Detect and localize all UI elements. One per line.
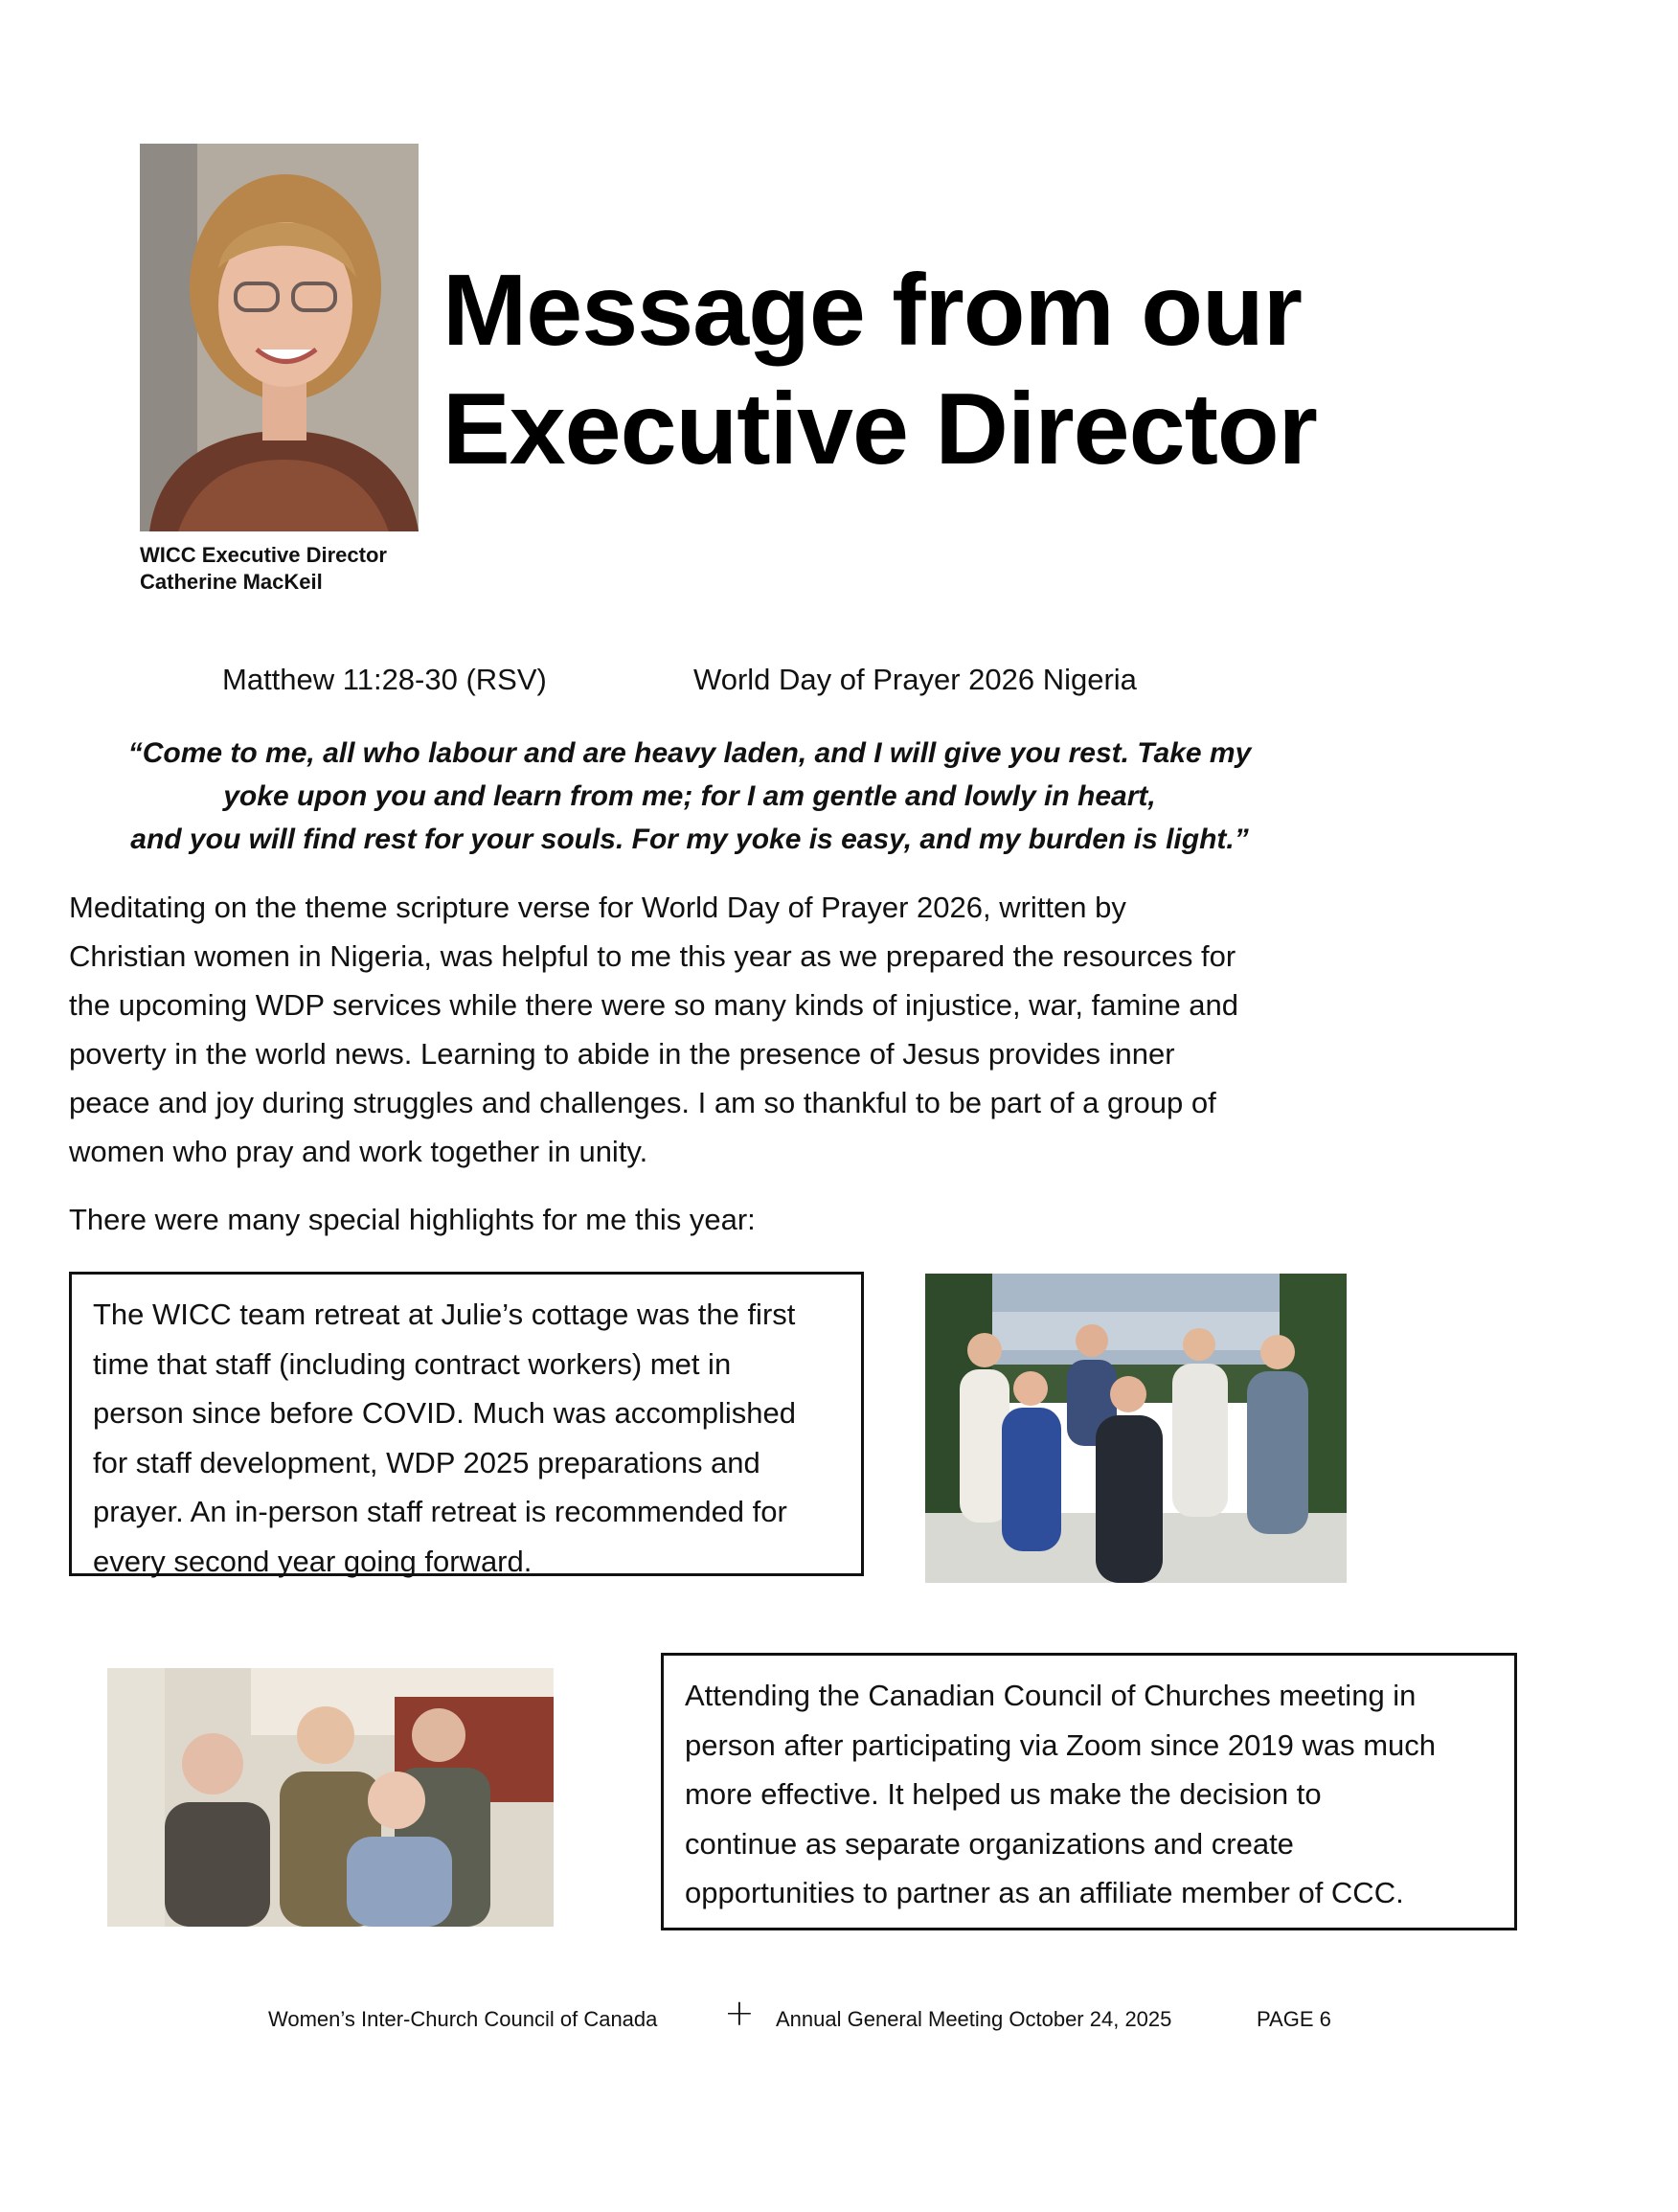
portrait-photo-icon bbox=[140, 144, 419, 531]
box-line: prayer. An in-person staff retreat is recommended for bbox=[93, 1495, 787, 1528]
footer-meeting: Annual General Meeting October 24, 2025 bbox=[776, 2007, 1172, 2031]
body-paragraph bbox=[69, 883, 1314, 1176]
highlights-intro: There were many special highlights for me this year: bbox=[69, 1203, 756, 1236]
box-line: opportunities to partner as an affiliate member of CCC. bbox=[685, 1876, 1404, 1909]
event-reference: World Day of Prayer 2026 Nigeria bbox=[693, 663, 1137, 696]
footer-page-number: PAGE 6 bbox=[1257, 2007, 1331, 2031]
photo-caption bbox=[140, 542, 387, 596]
cross-icon: + bbox=[724, 1992, 755, 2034]
body-line: peace and joy during struggles and challenges. I am so thankful to be part of a group of bbox=[69, 1086, 1216, 1119]
executive-director-photo bbox=[140, 144, 419, 531]
body-line: poverty in the world news. Learning to abide in the presence of Jesus provides inner bbox=[69, 1037, 1175, 1071]
box-line: time that staff (including contract workers) met in bbox=[93, 1346, 732, 1381]
body-line: the upcoming WDP services while there were so many kinds of injustice, war, famine and bbox=[69, 988, 1239, 1022]
page-title bbox=[442, 251, 1317, 488]
title-line-2: Executive Director bbox=[442, 372, 1317, 485]
quote-line-2: yoke upon you and learn from me; for I am gentle and lowly in heart, bbox=[223, 780, 1156, 812]
group-photo-icon bbox=[107, 1668, 554, 1927]
caption-title: WICC Executive Director bbox=[140, 543, 387, 567]
ccc-meeting-photo bbox=[107, 1668, 554, 1927]
team-retreat-photo bbox=[925, 1274, 1347, 1583]
box-line: for staff development, WDP 2025 preparations and bbox=[93, 1445, 760, 1479]
box-line: every second year going forward. bbox=[93, 1544, 533, 1578]
box-line: person after participating via Zoom since 2019 was much bbox=[685, 1727, 1437, 1762]
box-line: more effective. It helped us make the decision to bbox=[685, 1777, 1322, 1811]
highlight-box-retreat bbox=[69, 1272, 864, 1576]
body-line: Meditating on the theme scripture verse for World Day of Prayer 2026, written by bbox=[69, 891, 1126, 924]
body-line: women who pray and work together in unity. bbox=[69, 1135, 648, 1168]
box-line: The WICC team retreat at Julie’s cottage was the first bbox=[93, 1298, 796, 1331]
body-line: Christian women in Nigeria, was helpful to me this year as we prepared the resources for bbox=[69, 939, 1236, 973]
highlight-box-ccc bbox=[661, 1653, 1517, 1930]
box-line: person since before COVID. Much was accomplished bbox=[93, 1396, 796, 1430]
footer-org: Women’s Inter-Church Council of Canada bbox=[268, 2007, 658, 2031]
group-photo-icon bbox=[925, 1274, 1347, 1583]
box-line: Attending the Canadian Council of Churches meeting in bbox=[685, 1679, 1417, 1712]
page-footer bbox=[0, 1992, 1678, 2045]
scripture-reference: Matthew 11:28-30 (RSV) bbox=[222, 663, 547, 696]
quote-line-3: and you will find rest for your souls. For my yoke is easy, and my burden is light.” bbox=[130, 824, 1249, 855]
box-line: continue as separate organizations and create bbox=[685, 1826, 1294, 1861]
title-line-1: Message from our bbox=[442, 254, 1303, 367]
caption-name: Catherine MacKeil bbox=[140, 570, 323, 594]
scripture-quote bbox=[67, 732, 1312, 861]
quote-line-1: “Come to me, all who labour and are heavy laden, and I will give you rest. Take my bbox=[127, 737, 1252, 769]
